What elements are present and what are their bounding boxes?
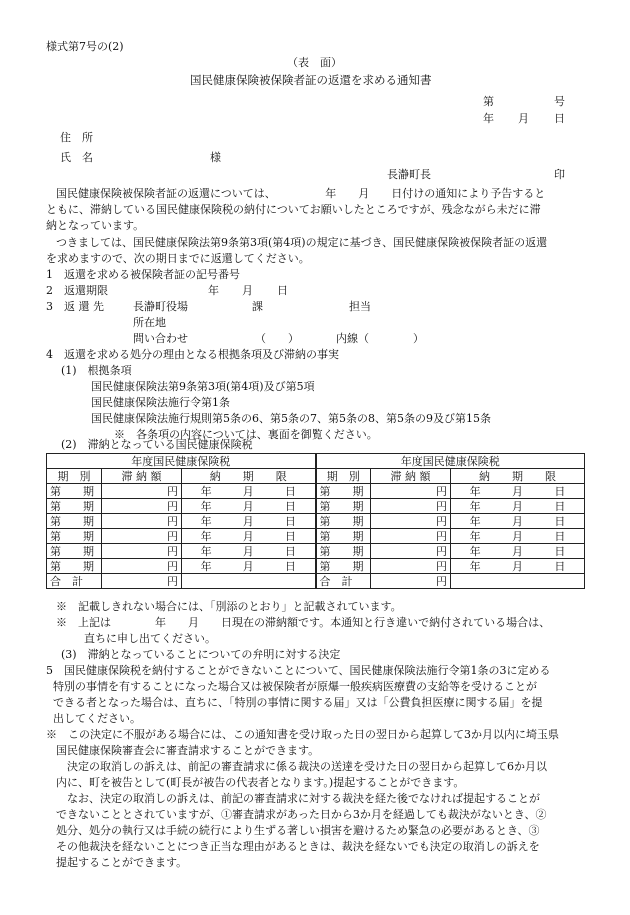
total-amount: 円 bbox=[371, 574, 451, 589]
period-cell: 第 期 bbox=[47, 499, 102, 514]
period-cell: 第 期 bbox=[47, 544, 102, 559]
para1-line3: 納となっています。 bbox=[46, 219, 145, 232]
table-group-row bbox=[47, 454, 585, 469]
item3-label: 3 返 還 先 bbox=[46, 300, 104, 313]
period-cell: 第 期 bbox=[316, 529, 371, 544]
item3-office: 長瀞町役場 bbox=[133, 300, 188, 313]
total-amount: 円 bbox=[102, 574, 182, 589]
page-side-label: （表 面） bbox=[287, 56, 342, 69]
appeal-line2: 国民健康保険審査会に審査請求することができます。 bbox=[56, 744, 320, 757]
issue-day: 日 bbox=[554, 112, 565, 125]
amount-cell: 円 bbox=[102, 484, 182, 499]
appeal-line7: 処分、処分の執行又は手続の続行により生ずる著しい損害を避けるため緊急の必要があるとき、③ bbox=[56, 824, 540, 837]
total-empty bbox=[182, 574, 316, 589]
period-cell: 第 期 bbox=[316, 514, 371, 529]
item3-person: 担当 bbox=[349, 300, 371, 313]
item2-year: 年 bbox=[208, 284, 219, 297]
law-note: ※ 各条項の内容については、裏面を御覧ください。 bbox=[114, 428, 378, 441]
period-cell: 第 期 bbox=[47, 529, 102, 544]
item3-section: 課 bbox=[252, 300, 263, 313]
amount-cell: 円 bbox=[371, 559, 451, 574]
item4-3: (3) 滞納となっていることについての弁明に対する決定 bbox=[61, 648, 341, 661]
appeal-line1: ※ この決定に不服がある場合には、この通知書を受け取った日の翌日から起算して3か月以内に埼玉県 bbox=[46, 728, 559, 741]
amount-cell: 円 bbox=[371, 544, 451, 559]
table-row bbox=[47, 484, 585, 499]
group-header-left: 年度国民健康保険税 bbox=[47, 454, 316, 469]
col-amount: 滞 納 額 bbox=[102, 469, 182, 484]
item3-extension: 内線（ ） bbox=[336, 332, 424, 345]
number-prefix: 第 bbox=[483, 95, 494, 108]
amount-cell: 円 bbox=[102, 529, 182, 544]
col-due: 納 期 限 bbox=[182, 469, 316, 484]
table-header-row bbox=[47, 469, 585, 484]
table-row bbox=[47, 559, 585, 574]
amount-cell: 円 bbox=[371, 529, 451, 544]
document-title: 国民健康保険被保険者証の返還を求める通知書 bbox=[190, 73, 432, 87]
name-label: 氏 名 bbox=[60, 151, 93, 164]
due-cell: 年 月 日 bbox=[182, 559, 316, 574]
item2-label: 2 返還期限 bbox=[46, 284, 108, 297]
table-total-row bbox=[47, 574, 585, 589]
law-3: 国民健康保険法施行規則第5条の6、第5条の7、第5条の8、第5条の9及び第15条 bbox=[91, 412, 491, 425]
appeal-line9: 提起することができます。 bbox=[56, 856, 188, 869]
amount-cell: 円 bbox=[102, 499, 182, 514]
law-1: 国民健康保険法第9条第3項(第4項)及び第5項 bbox=[91, 380, 315, 393]
period-cell: 第 期 bbox=[316, 559, 371, 574]
address-label: 住 所 bbox=[60, 131, 93, 144]
table-row bbox=[47, 514, 585, 529]
para1-line1: 国民健康保険被保険者証の返還については、 年 月 日付けの通知により予告すると bbox=[56, 187, 546, 200]
para2-line2: を求めますので、次の期日までに返還してください。 bbox=[46, 252, 310, 265]
period-cell: 第 期 bbox=[316, 484, 371, 499]
due-cell: 年 月 日 bbox=[451, 499, 585, 514]
group-header-right: 年度国民健康保険税 bbox=[316, 454, 585, 469]
para1-line2: ともに、滞納している国民健康保険税の納付についてお願いしたところですが、残念ながら未だに滞 bbox=[46, 203, 541, 216]
seal-mark: 印 bbox=[554, 168, 565, 181]
appeal-line3: 決定の取消しの訴えは、前記の審査請求に係る裁決の送達を受けた日の翌日から起算して6か月以 bbox=[67, 760, 547, 773]
due-cell: 年 月 日 bbox=[451, 514, 585, 529]
period-cell: 第 期 bbox=[316, 499, 371, 514]
due-cell: 年 月 日 bbox=[182, 544, 316, 559]
due-cell: 年 月 日 bbox=[451, 529, 585, 544]
col-amount: 滞 納 額 bbox=[371, 469, 451, 484]
col-due: 納 期 限 bbox=[451, 469, 585, 484]
issue-year: 年 bbox=[483, 112, 494, 125]
item2-day: 日 bbox=[277, 284, 288, 297]
total-label: 合 計 bbox=[47, 574, 102, 589]
item2-month: 月 bbox=[242, 284, 253, 297]
period-cell: 第 期 bbox=[316, 544, 371, 559]
appeal-line6: できないこととされていますが、①審査請求があった日から3か月を経過しても裁決がないとき、② bbox=[56, 808, 547, 821]
col-period: 期 別 bbox=[47, 469, 102, 484]
due-cell: 年 月 日 bbox=[182, 529, 316, 544]
amount-cell: 円 bbox=[102, 544, 182, 559]
issue-month: 月 bbox=[518, 112, 529, 125]
amount-cell: 円 bbox=[371, 499, 451, 514]
due-cell: 年 月 日 bbox=[451, 559, 585, 574]
item1: 1 返還を求める被保険者証の記号番号 bbox=[46, 268, 240, 281]
table-row bbox=[47, 544, 585, 559]
appeal-line8: その他裁決を経ないことにつき正当な理由があるときは、裁決を経ないでも決定の取消しの訴えを bbox=[56, 840, 540, 853]
table-row bbox=[47, 529, 585, 544]
period-cell: 第 期 bbox=[47, 484, 102, 499]
appeal-line5: なお、決定の取消しの訴えは、前記の審査請求に対する裁決を経た後でなければ提起することが bbox=[67, 792, 540, 805]
item3-contact: 問い合わせ bbox=[133, 332, 188, 345]
item4: 4 返還を求める処分の理由となる根拠条項及び滞納の事実 bbox=[46, 348, 339, 361]
item3-phone: （ ） bbox=[255, 332, 299, 345]
note-2-cont: 直ちに申し出てください。 bbox=[84, 632, 216, 645]
appeal-line4: 内に、町を被告として(町長が被告の代表者となります。)提起することができます。 bbox=[56, 776, 465, 789]
item3-address: 所在地 bbox=[133, 316, 166, 329]
item5-line3: できる者となった場合は、直ちに、「特別の事情に関する届」又は「公費負担医療に関する届」を提 bbox=[53, 696, 543, 709]
amount-cell: 円 bbox=[102, 559, 182, 574]
total-empty bbox=[451, 574, 585, 589]
item5-line4: 出してください。 bbox=[53, 712, 141, 725]
total-label: 合 計 bbox=[316, 574, 371, 589]
table-row bbox=[47, 499, 585, 514]
period-cell: 第 期 bbox=[47, 559, 102, 574]
item4-2: (2) 滞納となっている国民健康保険税 bbox=[61, 438, 253, 451]
arrears-table bbox=[46, 453, 585, 589]
item4-1: (1) 根拠条項 bbox=[61, 364, 132, 377]
amount-cell: 円 bbox=[102, 514, 182, 529]
note-1: ※ 記載しきれない場合には、「別添のとおり」と記載されています。 bbox=[56, 600, 402, 613]
note-2: ※ 上記は 年 月 日現在の滞納額です。本通知と行き違いで納付されている場合は、 bbox=[56, 616, 551, 629]
honorific: 様 bbox=[210, 151, 221, 164]
law-2: 国民健康保険法施行令第1条 bbox=[91, 396, 230, 409]
number-suffix: 号 bbox=[554, 95, 565, 108]
col-period: 期 別 bbox=[316, 469, 371, 484]
form-number: 様式第7号の(2) bbox=[46, 40, 124, 53]
due-cell: 年 月 日 bbox=[182, 514, 316, 529]
period-cell: 第 期 bbox=[47, 514, 102, 529]
item5-line1: 5 国民健康保険税を納付することができないことについて、国民健康保険法施行令第1条の3に定める bbox=[46, 664, 551, 677]
due-cell: 年 月 日 bbox=[451, 544, 585, 559]
amount-cell: 円 bbox=[371, 514, 451, 529]
due-cell: 年 月 日 bbox=[182, 499, 316, 514]
due-cell: 年 月 日 bbox=[182, 484, 316, 499]
issuer-name: 長瀞町長 bbox=[387, 168, 431, 181]
para2-line1: つきましては、国民健康保険法第9条第3項(第4項)の規定に基づき、国民健康保険被保険者証の返還 bbox=[56, 236, 548, 249]
amount-cell: 円 bbox=[371, 484, 451, 499]
item5-line2: 特別の事情を有することになった場合又は被保険者が原爆一般疾病医療費の支給等を受けることが bbox=[53, 680, 537, 693]
due-cell: 年 月 日 bbox=[451, 484, 585, 499]
